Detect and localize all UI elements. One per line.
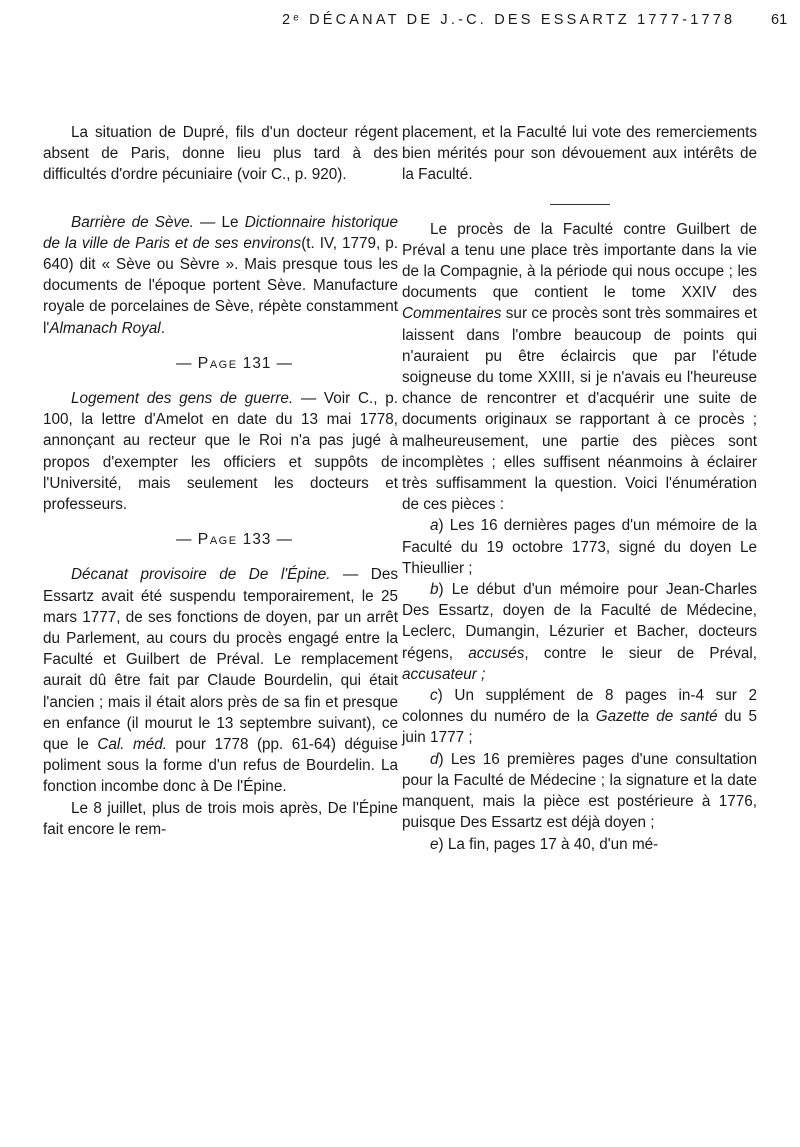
list-item-e: e) La fin, pages 17 à 40, d'un mé-	[430, 835, 659, 853]
page-header	[0, 12, 800, 42]
right-column	[402, 122, 757, 855]
entry-title: Décanat provisoire de De l'Épine.	[71, 566, 331, 584]
paragraph-proces: Le procès de la Faculté contre Guilbert de Préval a tenu une place très importante dans la vie de la Compagnie, à la période qui nous occupe ; les documents que contient le tome XXIV des Commentaires sur ce procès sont très sommaires et laissent dans l'ombre beaucoup de points qui n'auraient pu être éclaircis que par l'étude soigneuse du tome XXIII, si je n'avais eu l'heureuse chance de rencontrer et d'acquérir une suite de documents originaux se rapportant à ce procès ; malheureusement, une partie des pièces sont incomplètes ; elles suffisent néanmoins à éclairer très suffisamment la question. Voici l'énumération de ces pièces :	[402, 220, 757, 514]
paragraph-logement: Logement des gens de guerre. — Voir C., p. 100, la lettre d'Amelot en date du 13 mai 1778, annonçant au recteur que le Roi n'a pas jugé à propos d'exempter les officiers et suppôts de l'Université, mais seulement les docteurs et professeurs.	[43, 390, 398, 514]
reference-title: Commentaires	[402, 305, 502, 323]
paragraph-dupre: La situation de Dupré, fils d'un docteur régent absent de Paris, donne lieu plus tard à des difficultés d'ordre pécuniaire (voir C., p. 920).	[43, 124, 398, 184]
page-number: 61	[771, 12, 788, 28]
list-item-a: a) Les 16 dernières pages d'un mémoire de la Faculté du 19 octobre 1773, signé du doyen Le Thieullier ;	[402, 517, 757, 577]
reference-title: Cal. méd.	[97, 736, 167, 754]
reference-title: Dictionnaire historique de la ville de Paris et de ses environs	[43, 213, 398, 252]
section-heading-page-133: — Page 133 —	[176, 531, 293, 549]
entry-title: Barrière de Sève.	[71, 213, 194, 231]
paragraph-8-juillet: Le 8 juillet, plus de trois mois après, De l'Épine fait encore le rem-	[43, 799, 398, 838]
list-item-d: d) Les 16 premières pages d'une consultation pour la Faculté de Médecine ; la signature et la date manquent, mais la pièce est postérieure à 1776, puisque Des Essartz est déjà doyen ;	[402, 750, 757, 832]
reference-title: Almanach Royal	[49, 319, 161, 337]
paragraph-barriere-de-seve: Barrière de Sève. — Le Dictionnaire historique de la ville de Paris et de ses environs(t. IV, 1779, p. 640) dit « Sève ou Sèvre ». Mais presque tous les documents de l'époque portent Sève. Manufacture royale de porcelaines de Sève, répète constamment l'Almanach Royal.	[43, 213, 398, 337]
list-item-b: b) Le début d'un mémoire pour Jean-Charles Des Essartz, doyen de la Faculté de Médecine, Leclerc, Dumangin, Lézurier et Bacher, docteurs régens, accusés, contre le sieur de Préval, accusateur ;	[402, 581, 757, 683]
left-column	[43, 122, 398, 840]
paragraph-decanat-provisoire: Décanat provisoire de De l'Épine. — Des Essartz avait été suspendu temporairement, le 25 mars 1777, de ses fonctions de doyen, par un arrêt du Parlement, au cours du procès engagé entre la Faculté et Guilbert de Préval. Le remplacement aurait dû être fait par Claude Bourdelin, qui était l'ancien ; mais il était alors près de sa fin et presque en enfance (il mourut le 13 septembre suivant), ce que le Cal. méd. pour 1778 (pp. 61-64) déguise poliment sous la forme d'un refus de Bourdelin. La fonction incombe donc à De l'Épine.	[43, 566, 398, 796]
list-item-c: c) Un supplément de 8 pages in-4 sur 2 colonnes du numéro de la Gazette de santé du 5 juin 1777 ;	[402, 687, 757, 747]
section-heading-page-131: — Page 131 —	[176, 354, 293, 372]
entry-title: Logement des gens de guerre.	[71, 390, 294, 408]
paragraph-placement: placement, et la Faculté lui vote des remerciements bien mérités pour son dévouement aux intérêts de la Faculté.	[402, 124, 757, 184]
running-title: 2ᵉ DÉCANAT DE J.-C. DES ESSARTZ 1777-1778	[282, 12, 736, 28]
separator-rule	[550, 204, 610, 205]
